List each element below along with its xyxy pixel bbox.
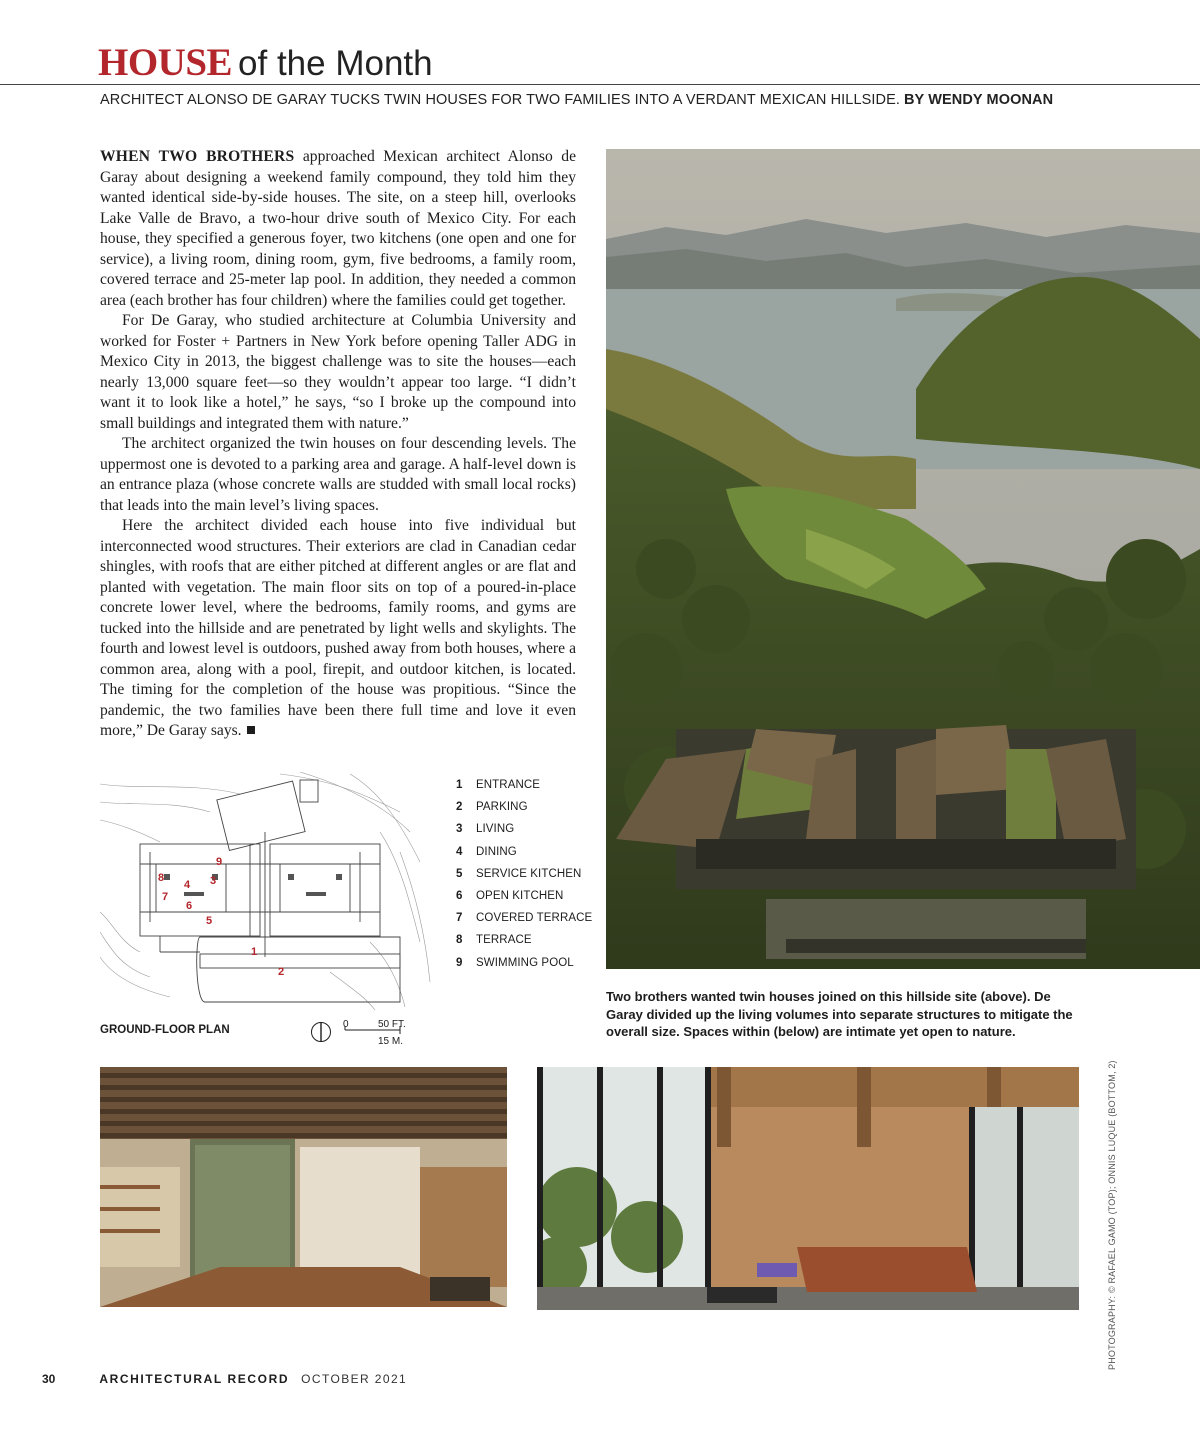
- legend-label: DINING: [476, 845, 517, 858]
- paragraph-3: The architect organized the twin houses on four descending levels. The uppermost one is devoted to a parking area and garage. A half-level down is an entrance plaza (whose concrete walls are studded with small local rocks) that leads into the main level’s living spaces.: [100, 435, 576, 514]
- plan-marker-5: 5: [206, 915, 213, 927]
- paragraph-1-text: approached Mexican architect Alonso de Garay about designing a weekend family compound, they told him they wanted identical side-by-side houses. The site, on a steep hill, overlooks Lake Valle de Bravo, a two-hour drive south of Mexico City. For each house, they specified a generous foyer, two kitchens (one open and one for service), a living room, dining room, gym, five bedrooms, a family room, covered terrace and 25-meter lap pool. In addition, they needed a common area (each brother has four children) where the families could get together.: [100, 148, 576, 309]
- scale-feet: 50 FT.: [378, 1019, 406, 1030]
- living-room-photo: [537, 1067, 1079, 1310]
- paragraph-2: For De Garay, who studied architecture at Columbia University and worked for Foster + Partners in New York before opening Taller ADG in Mexico City in 2013, the biggest challenge was to site the houses—each nearly 13,000 square feet—so they wouldn’t appear too large. “I didn’t want it to look like a hotel,” he says, “so I broke up the compound into small buildings and integrated them with nature.”: [100, 312, 576, 432]
- north-arrow-icon: [312, 1022, 331, 1042]
- legend-item: [456, 885, 592, 907]
- legend-number: 8: [456, 934, 463, 947]
- aerial-photo: [606, 149, 1200, 969]
- legend-number: 7: [456, 912, 463, 925]
- legend-label: ENTRANCE: [476, 779, 541, 792]
- hallway-photo: [100, 1067, 507, 1307]
- plan-marker-7: 7: [162, 891, 169, 903]
- plan-marker-9: 9: [216, 856, 223, 868]
- legend-number: 6: [456, 890, 463, 903]
- issue-date: OCTOBER 2021: [301, 1372, 408, 1386]
- hallway-photo-drawing: [100, 1067, 507, 1307]
- deck-text: ARCHITECT ALONSO DE GARAY TUCKS TWIN HOUSES FOR TWO FAMILIES INTO A VERDANT MEXICAN HILLSIDE.: [100, 92, 900, 108]
- legend-number: 4: [456, 845, 463, 858]
- paragraph-4-text: Here the architect divided each house into five individual but interconnected wood structures. Their exteriors are clad in Canadian cedar shingles, with roofs that are either pitched at different angles or are flat and planted with vegetation. The main floor sits on top of a poured-in-place concrete lower level, where the bedrooms, family rooms, and gyms are tucked into the hillside and are penetrated by light wells and skylights. The fourth and lowest level is outdoors, pushed away from both houses, where a common area, along with a pool, firepit, and outdoor kitchen, is located. The timing for the completion of the house was propitious. “Since the pandemic, the two families have been there full time and love it even more,” De Garay says.: [100, 517, 576, 739]
- legend-label: SERVICE KITCHEN: [476, 867, 582, 880]
- legend-item: [456, 952, 592, 974]
- floor-plan-drawing: [100, 772, 435, 1010]
- lead-in: WHEN TWO BROTHERS: [100, 148, 295, 165]
- page-footer: [42, 1372, 407, 1386]
- publication-name: ARCHITECTURAL RECORD: [99, 1372, 290, 1386]
- plan-scale: [310, 1016, 430, 1050]
- plan-legend: [456, 774, 592, 974]
- legend-label: SWIMMING POOL: [476, 956, 574, 969]
- department-title-rest: of the Month: [238, 44, 433, 83]
- article-body: [100, 147, 576, 742]
- north-arrow-and-scale-bar: [310, 1016, 430, 1050]
- legend-item: [456, 863, 592, 885]
- department-title-house: HOUSE: [98, 41, 233, 84]
- legend-item: [456, 774, 592, 796]
- paragraph-4: [100, 516, 576, 742]
- photo-credit-text: PHOTOGRAPHY: © RAFAEL GAMO (TOP); ONNIS LUQUE (BOTTOM, 2): [1107, 1060, 1117, 1370]
- legend-label: PARKING: [476, 801, 528, 814]
- legend-number: 5: [456, 867, 463, 880]
- photo-caption: Two brothers wanted twin houses joined on this hillside site (above). De Garay divided up the living volumes into separate structures to mitigate the overall size. Spaces within (below) are intimate yet open to nature.: [606, 989, 1073, 1039]
- plan-marker-6: 6: [186, 900, 193, 912]
- plan-marker-3: 3: [210, 875, 217, 887]
- ground-floor-plan: [100, 772, 435, 1010]
- living-room-photo-drawing: [537, 1067, 1079, 1310]
- aerial-photo-drawing: [606, 149, 1200, 969]
- header-divider: [0, 84, 1200, 85]
- legend-label: LIVING: [476, 823, 515, 836]
- paragraph-1: [100, 147, 576, 311]
- end-mark: [247, 726, 255, 734]
- legend-number: 9: [456, 956, 463, 969]
- scale-zero: 0: [343, 1019, 349, 1030]
- legend-label: COVERED TERRACE: [476, 912, 593, 925]
- plan-marker-4: 4: [184, 879, 191, 891]
- byline: BY WENDY MOONAN: [903, 92, 1054, 108]
- legend-label: TERRACE: [476, 934, 532, 947]
- department-title: [98, 40, 433, 85]
- legend-number: 1: [456, 779, 463, 792]
- plan-title: GROUND-FLOOR PLAN: [100, 1024, 230, 1036]
- article-deck: [100, 92, 1053, 108]
- scale-meters: 15 M.: [378, 1036, 404, 1047]
- plan-marker-8: 8: [158, 872, 165, 884]
- legend-item: [456, 929, 592, 951]
- legend-item: [456, 818, 592, 840]
- plan-marker-1: 1: [251, 946, 258, 958]
- page-number: 30: [42, 1372, 56, 1386]
- legend-number: 3: [456, 823, 463, 836]
- plan-marker-2: 2: [278, 966, 285, 978]
- photo-credit: [1107, 1040, 1121, 1370]
- legend-number: 2: [456, 801, 463, 814]
- legend-item: [456, 907, 592, 929]
- legend-label: OPEN KITCHEN: [476, 890, 564, 903]
- legend-item: [456, 796, 592, 818]
- legend-item: [456, 841, 592, 863]
